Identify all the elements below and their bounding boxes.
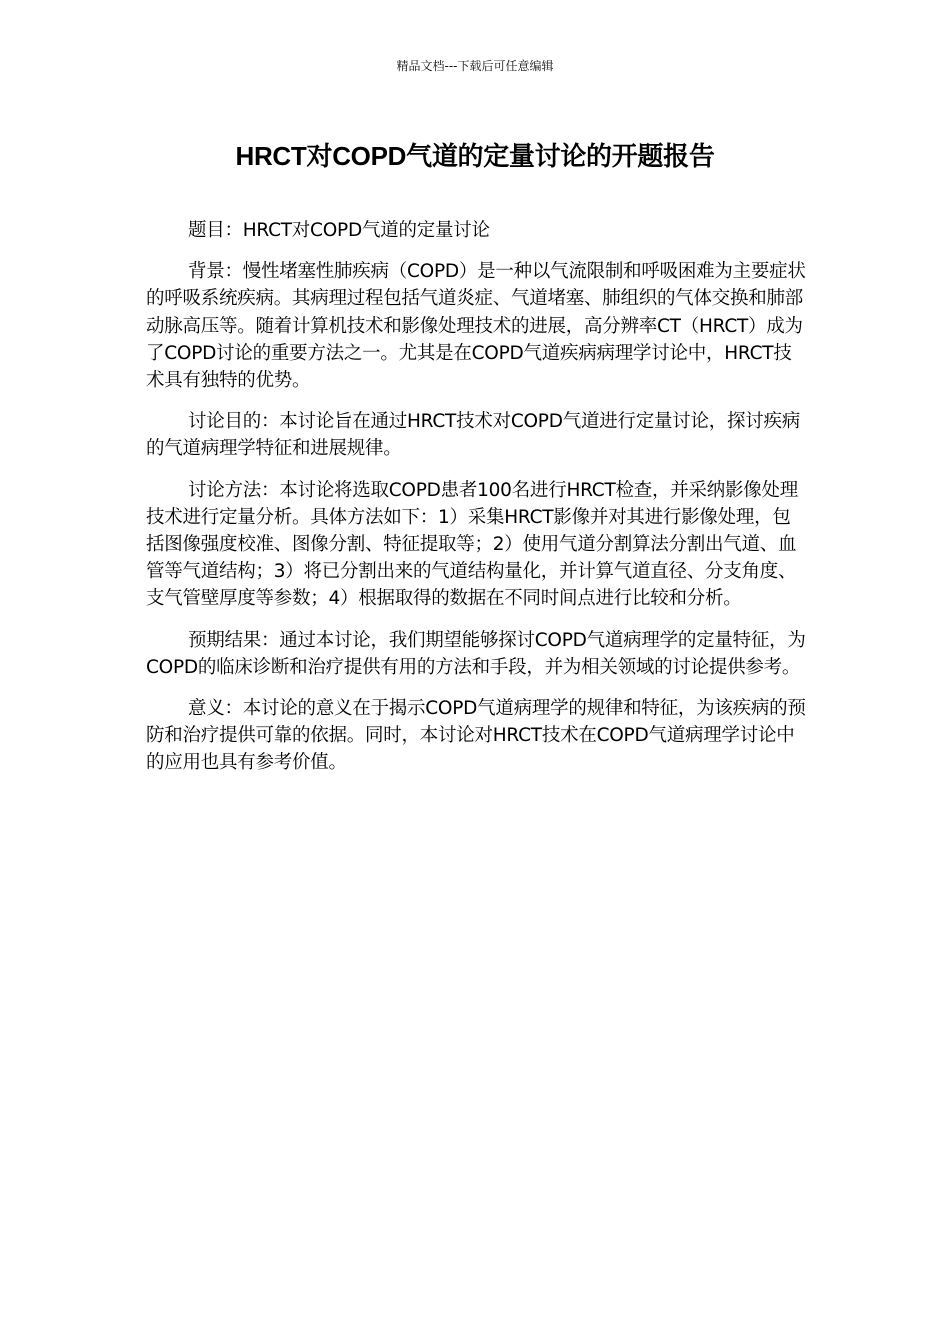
paragraph-significance: 意义：本讨论的意义在于揭示COPD气道病理学的规律和特征，为该疾病的预防和治疗提供可靠的依据。同时，本讨论对HRCT技术在COPD气道病理学讨论中的应用也具有参考价值。 (146, 698, 806, 774)
document-title: HRCT对COPD气道的定量讨论的开题报告 (235, 141, 715, 171)
paragraph-purpose: 讨论目的：本讨论旨在通过HRCT技术对COPD气道进行定量讨论，探讨疾病的气道病理学特征和进展规律。 (146, 411, 800, 460)
paragraph-background: 背景：慢性堵塞性肺疾病（COPD）是一种以气流限制和呼吸困难为主要症状的呼吸系统疾病。其病理过程包括气道炎症、气道堵塞、肺组织的气体交换和肺部动脉高压等。随着计算机技术和影像处理技术的进展，高分辨率CT（HRCT）成为了COPD讨论的重要方法之一。尤其是在COPD气道疾病病理学讨论中，HRCT技术具有独特的优势。 (146, 261, 806, 392)
paragraph-topic: 题目：HRCT对COPD气道的定量讨论 (188, 220, 490, 241)
paragraph-expected-results: 预期结果：通过本讨论，我们期望能够探讨COPD气道病理学的定量特征，为COPD的临床诊断和治疗提供有用的方法和手段，并为相关领域的讨论提供参考。 (146, 629, 806, 678)
header-note: 精品文档---下载后可任意编辑 (396, 59, 554, 73)
document-body (146, 217, 808, 791)
paragraph-methods: 讨论方法：本讨论将选取COPD患者100名进行HRCT检查，并采纳影像处理技术进行定量分析。具体方法如下：1）采集HRCT影像并对其进行影像处理，包括图像强度校准、图像分割、特征提取等；2）使用气道分割算法分割出气道、血管等气道结构；3）将已分割出来的气道结构量化，并计算气道直径、分支角度、支气管壁厚度等参数；4）根据取得的数据在不同时间点进行比较和分析。 (146, 479, 799, 610)
